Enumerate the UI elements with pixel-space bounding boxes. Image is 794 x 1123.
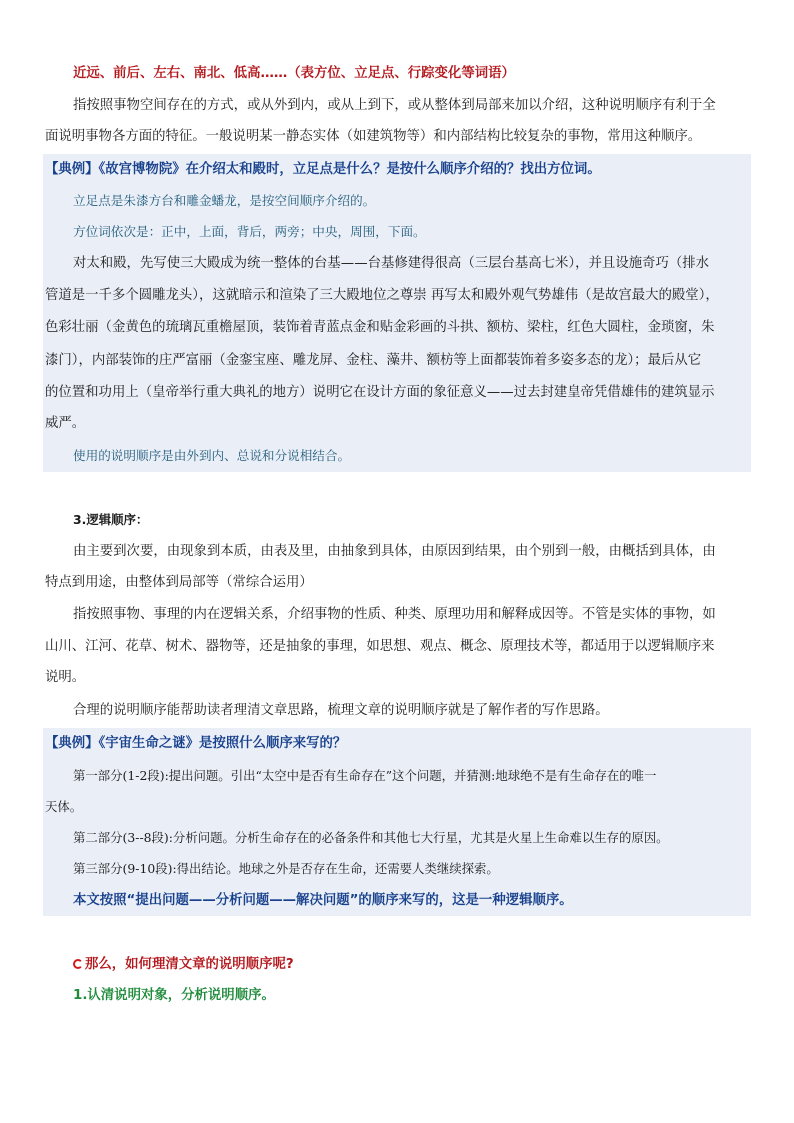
- answer-direction-words: 方位词依次是：正中，上面，背后，两旁；中央，周围，下面。: [73, 224, 426, 239]
- analysis-line: 的位置和功用上（皇帝举行重大典礼的地方）说明它在设计方面的象征意义——过去封建皇帝凭借雄伟的建筑显示: [45, 385, 715, 400]
- question-text: 那么，如何理清文章的说明顺序呢?: [85, 957, 294, 972]
- paragraph-line: 说明。: [45, 670, 86, 685]
- analysis-line: 对太和殿，先写使三大殿成为统一整体的台基——台基修建得很高（三层台基高七米），并且设施奇巧（排水: [73, 256, 710, 271]
- answer-standpoint: 立足点是朱漆方台和雕金蟠龙，是按空间顺序介绍的。: [73, 193, 376, 208]
- example-conclusion: 使用的说明顺序是由外到内、总说和分说相结合。: [73, 448, 351, 463]
- paragraph-line: 由主要到次要，由现象到本质，由表及里，由抽象到具体，由原因到结果，由个别到一般，由概括到具体，由: [73, 544, 716, 559]
- part-line: 第二部分(3--8段):分析问题。分析生命存在的必备条件和其他七大行星，尤其是火星上生命难以生存的原因。: [73, 830, 669, 845]
- part-line: 第三部分(9-10段):得出结论。地球之外是否存在生命，还需要人类继续探索。: [73, 861, 499, 876]
- part-line: 第一部分(1-2段):提出问题。引出“太空中是否有生命存在”这个问题，并猜测:地球绝不是有生命存在的唯一: [73, 768, 657, 783]
- step-one-heading: 1.认清说明对象，分析说明顺序。: [73, 988, 275, 1003]
- paragraph-line: 特点到用途，由整体到局部等（常综合运用）: [45, 575, 313, 590]
- part-line: 天体。: [45, 799, 83, 814]
- analysis-line: 色彩壮丽（金黄色的琉璃瓦重檐屋顶，装饰着青蓝点金和贴金彩画的斗拱、额枋、梁柱，红色大圆柱，金琐窗，朱: [45, 320, 715, 335]
- analysis-line: 漆门），内部装饰的庄严富丽（金銮宝座、雕龙屏、金柱、藻井、额枋等上面都装饰着多姿多态的龙）；最后从它: [45, 353, 702, 368]
- paragraph-line: 山川、江河、花草、树术、器物等，还是抽象的事理，如思想、观点、概念、原理技术等，都适用于以逻辑顺序来: [45, 639, 715, 654]
- paragraph-line: 面说明事物各方面的特征。一般说明某一静态实体（如建筑物等）和内部结构比较复杂的事物，常用这种顺序。: [45, 129, 702, 144]
- paragraph-line: 指按照事物、事理的内在逻辑关系，介绍事物的性质、种类、原理功用和解释成因等。不管是实体的事物，如: [73, 607, 716, 622]
- analysis-line: 管道是一千多个圆雕龙头），这就暗示和渲染了三大殿地位之尊崇 再写太和殿外观气势雄伟（是故宫最大的殿堂），: [45, 288, 719, 303]
- example-question: 【典例】《故宫博物院》在介绍太和殿时，立足点是什么？是按什么顺序介绍的？找出方位词。: [45, 162, 601, 177]
- how-to-question: [73, 955, 294, 975]
- paragraph-line: 指按照事物空间存在的方式，或从外到内，或从上到下，或从整体到局部来加以介绍，这种说明顺序有利于全: [73, 98, 716, 113]
- example-question: 【典例】《宇宙生命之谜》是按照什么顺序来写的？: [45, 736, 347, 751]
- example-box-universe: [43, 728, 751, 916]
- spatial-order-keywords: 近远、前后、左右、南北、低高……（表方位、立足点、行踪变化等词语）: [73, 66, 515, 81]
- example-conclusion: 本文按照“提出问题——分析问题——解决问题”的顺序来写的，这是一种逻辑顺序。: [73, 893, 573, 908]
- logical-order-heading: 3.逻辑顺序：: [73, 512, 149, 527]
- analysis-line: 威严。: [45, 416, 86, 431]
- paragraph-line: 合理的说明顺序能帮助读者理清文章思路，梳理文章的说明顺序就是了解作者的写作思路。: [73, 703, 609, 718]
- bullet-g-icon: [73, 959, 83, 969]
